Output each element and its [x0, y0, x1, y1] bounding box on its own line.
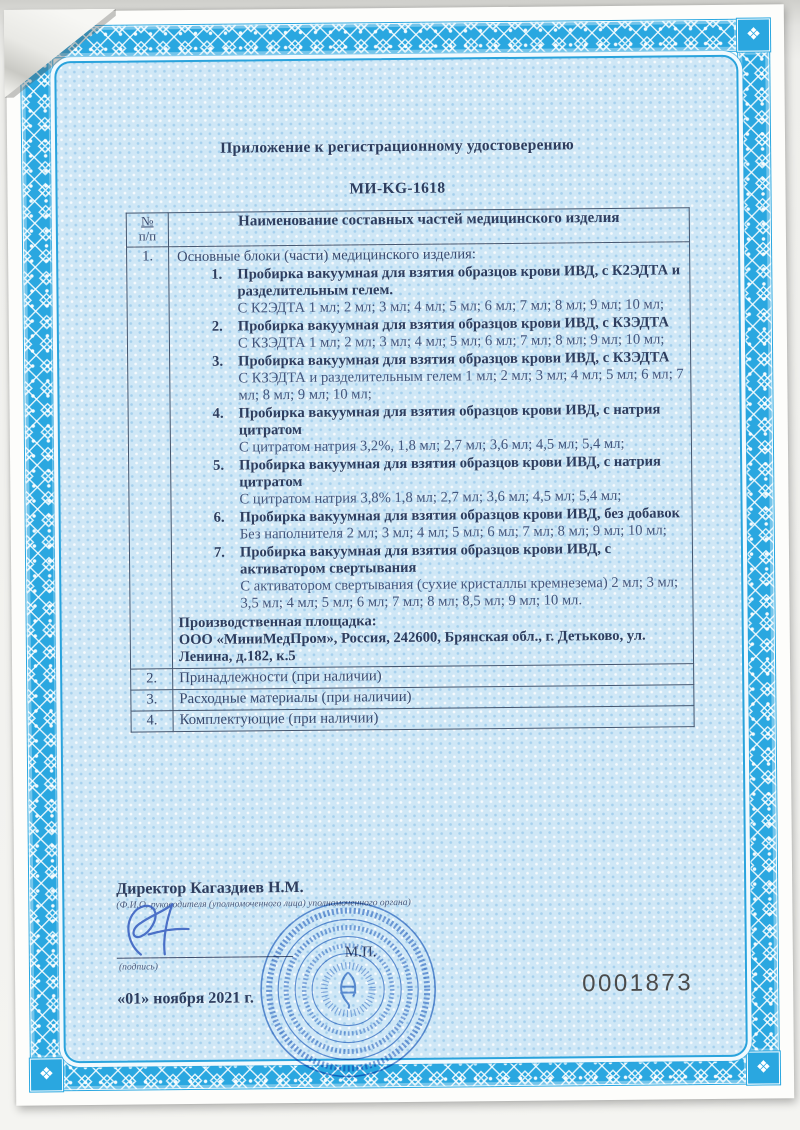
signature-hint: (подпись) — [118, 961, 158, 973]
row-content — [169, 242, 694, 669]
list-item-body — [240, 505, 681, 543]
ornament-border-top — [52, 20, 738, 58]
scanned-certificate-page — [6, 4, 794, 1105]
list-item-spec: С КЗЭДТА и разделительным гелем 1 мл; 2 мл; 3 мл; 4 мл; 5 мл; 6 мл; 7 мл; 8 мл; 9 мл; 10 мл; — [238, 366, 684, 404]
list-item-number: 7. — [213, 544, 225, 561]
number-sign: № — [141, 213, 154, 229]
production-site-value: ООО «МиниМедПром», Россия, 242600, Брянская обл., г. Детьково, ул. Ленина, д.182, к.5 — [178, 627, 646, 666]
list-item-spec: С К2ЭДТА 1 мл; 2 мл; 3 мл; 4 мл; 5 мл; 6 мл; 7 мл; 8 мл; 9 мл; 10 мл; — [237, 296, 665, 317]
official-round-stamp — [256, 898, 440, 1082]
row-label: Комплектующие (при наличии) — [173, 706, 694, 732]
director-name: Директор Кагаздиев Н.М. — [116, 878, 304, 898]
col-header-number — [126, 213, 168, 247]
list-item-spec: Без наполнителя 2 мл; 3 мл; 4 мл; 5 мл; 6 мл; 7 мл; 8 мл; 9 мл; 10 мл; — [239, 522, 667, 543]
list-item — [211, 262, 683, 318]
list-item-body — [238, 349, 684, 404]
row-label: Принадлежности (при наличии) — [173, 664, 694, 690]
list-item-number: 1. — [211, 266, 223, 283]
list-item-body — [237, 262, 683, 317]
corner-ornament-icon: ❖ — [737, 18, 770, 51]
number-sign-sub: п/п — [138, 228, 157, 244]
document-titles — [57, 135, 738, 202]
list-item-number: 4. — [212, 405, 224, 422]
handwritten-signature — [118, 895, 279, 961]
table-row-main-blocks — [127, 242, 694, 669]
col-header-name: Наименование составных частей медицинского изделия — [168, 208, 689, 247]
row1-intro: Основные блоки (части) медицинского изделия: — [177, 246, 476, 266]
row-number: 2. — [131, 669, 173, 690]
corner-ornament-icon: ❖ — [747, 1051, 780, 1084]
row-label: Расходные материалы (при наличии) — [173, 685, 694, 711]
list-item-number: 2. — [211, 318, 223, 335]
list-item-body — [240, 540, 687, 612]
row-number: 1. — [127, 247, 173, 669]
row-number: 4. — [131, 711, 173, 732]
table-header-row — [126, 208, 689, 247]
director-name-hint: (Ф.И.О. руководителя (уполномоченного лица) уполномоченного органа) — [116, 896, 411, 911]
document-body-area — [54, 55, 748, 1064]
stamp-place-label: М.П. — [344, 944, 377, 961]
list-item-body — [239, 453, 685, 508]
list-item-title: Пробирка вакуумная для взятия образцов крови ИВД, с КЗЭДТА — [237, 314, 670, 335]
list-item-title: Пробирка вакуумная для взятия образцов крови ИВД, с натрия цитратом — [239, 453, 661, 491]
list-item — [214, 505, 686, 544]
list-item-body — [239, 401, 685, 456]
list-item-title: Пробирка вакуумная для взятия образцов крови ИВД, с натрия цитратом — [238, 401, 661, 439]
list-item-spec: С цитратом натрия 3,8% 1,8 мл; 2,7 мл; 3,6 мл; 4,5 мл; 5,4 мл; — [239, 487, 622, 508]
list-item-spec: С активатором свертывания (сухие кристаллы кремнезема) 2 мл; 3 мл; 3,5 мл; 4 мл; 5 мл; 6 мл; 7 мл; 8 мл; 8,5 мл; 9 мл; 10 мл. — [240, 574, 679, 612]
list-item — [212, 314, 684, 353]
table-row-parts — [131, 706, 694, 732]
list-item-body — [238, 314, 670, 352]
list-item-title: Пробирка вакуумная для взятия образцов крови ИВД, с КЗЭДТА — [238, 349, 670, 370]
list-item — [213, 401, 685, 457]
list-item-spec: С цитратом натрия 3,2%, 1,8 мл; 2,7 мл; 3,6 мл; 4,5 мл; 5,4 мл; — [238, 435, 625, 456]
registration-number: МИ-KG-1618 — [349, 179, 446, 198]
list-item-number: 5. — [213, 457, 225, 474]
list-item-title: Пробирка вакуумная для взятия образцов крови ИВД, без добавок — [239, 505, 681, 526]
list-item — [212, 349, 684, 405]
production-site-label: Производственная площадка: — [178, 613, 377, 632]
components-table — [126, 207, 695, 732]
document-date: «01» ноября 2021 г. — [117, 989, 254, 1008]
row-number: 3. — [131, 690, 173, 711]
list-item-title: Пробирка вакуумная для взятия образцов крови ИВД, с К2ЭДТА и разделительным гелем. — [237, 262, 681, 300]
list-item-title: Пробирка вакуумная для взятия образцов крови ИВД, с активатором свертывания — [239, 540, 612, 578]
list-item-number: 6. — [213, 509, 225, 526]
form-serial-number: 0001873 — [582, 969, 694, 998]
list-item-spec: С КЗЭДТА 1 мл; 2 мл; 3 мл; 4 мл; 5 мл; 6 мл; 7 мл; 8 мл; 9 мл; 10 мл; — [237, 331, 665, 352]
signature-zone — [116, 905, 705, 977]
list-item-number: 3. — [212, 353, 224, 370]
list-item — [214, 540, 687, 613]
list-item — [213, 453, 685, 509]
document-title: Приложение к регистрационному удостоверению — [220, 136, 575, 157]
corner-ornament-icon: ❖ — [30, 1058, 63, 1091]
